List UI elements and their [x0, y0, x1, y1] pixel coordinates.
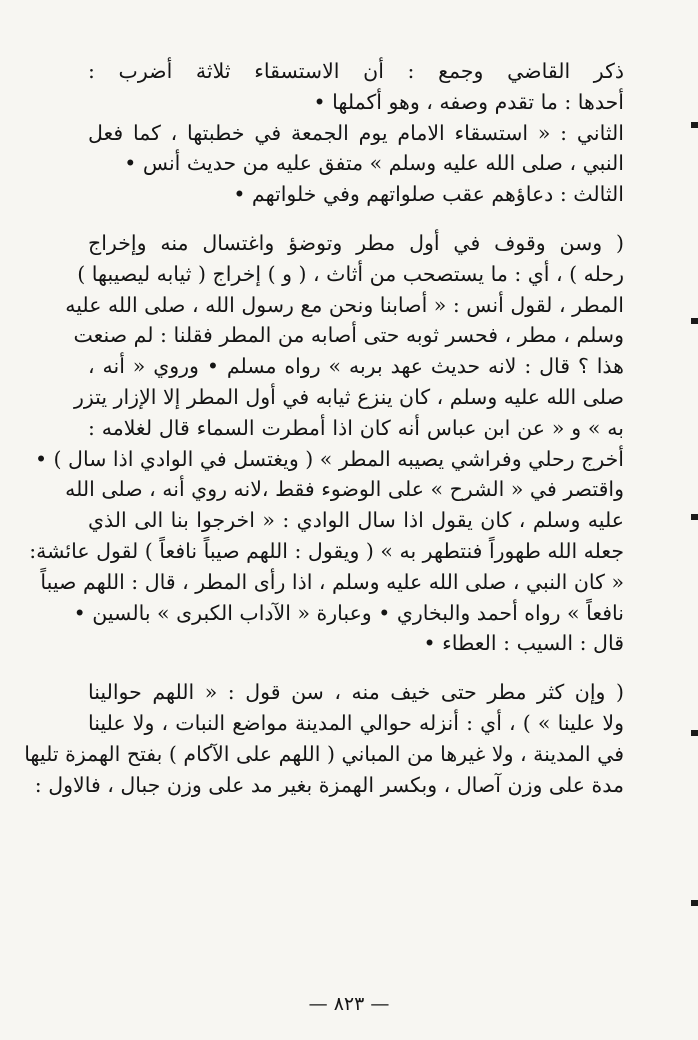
paragraph-2: [29, 228, 624, 659]
text-line: المطر ، لقول أنس : « أصابنا ونحن مع رسول الله ، صلى الله عليه: [65, 292, 624, 317]
paragraph-3: [24, 677, 624, 800]
text-line: ( وسن وقوف في أول مطر وتوضؤ واغتسال منه وإخراج: [88, 230, 624, 255]
text-line: أحدها : ما تقدم وصفه ، وهو أكملها •: [313, 89, 624, 114]
scan-edge-mark: [691, 514, 698, 520]
text-line: ( وإن كثر مطر حتى خيف منه ، سن قول : « اللهم حوالينا: [88, 680, 624, 705]
text-line: الثاني : « استسقاء الامام يوم الجمعة في خطبتها ، كما فعل: [88, 120, 624, 145]
scan-edge-mark: [691, 122, 698, 128]
text-line: في المدينة ، ولا غيرها من المباني ( اللهم على الآكام ) بفتح الهمزة تليها: [24, 741, 624, 766]
text-line: قال : السيب : العطاء •: [423, 631, 624, 656]
paragraph-1: [88, 56, 624, 210]
text-line: هذا ؟ قال : لانه حديث عهد بربه » رواه مسلم • وروي « أنه ،: [88, 354, 624, 379]
scan-edge-mark: [691, 318, 698, 324]
paragraph-gap: [88, 659, 624, 677]
text-line: مدة على وزن آصال ، وبكسر الهمزة بغير مد على وزن جبال ، فالاول :: [34, 772, 624, 797]
text-line: أخرج رحلي وفراشي يصيبه المطر » ( ويغتسل في الوادي اذا سال ) •: [34, 446, 624, 471]
text-line: عليه وسلم ، كان يقول اذا سال الوادي : « اخرجوا بنا الى الذي: [88, 508, 624, 533]
text-line: وسلم ، مطر ، فحسر ثوبه حتى أصابه من المطر فقلنا : لم صنعت: [73, 323, 624, 348]
text-line: نافعاً » رواه أحمد والبخاري • وعبارة « الآداب الكبرى » بالسين •: [73, 600, 624, 625]
text-line: رحله ) ، أي : ما يستصحب من أثاث ، ( و ) إخراج ( ثيابه ليصيبها ): [77, 261, 624, 286]
text-line: النبي ، صلى الله عليه وسلم » متفق عليه من حديث أنس •: [124, 151, 624, 176]
document-page: [24, 56, 624, 986]
scan-edge-mark: [691, 730, 698, 736]
text-line: به » و « عن ابن عباس أنه كان اذا أمطرت السماء قال لغلامه :: [88, 415, 624, 440]
scan-edge-mark: [691, 900, 698, 906]
text-line: ذكر القاضي وجمع : أن الاستسقاء ثلاثة أضرب :: [88, 59, 624, 83]
text-line: ولا علينا » ) ، أي : أنزله حوالي المدينة مواضع النبات ، ولا علينا: [88, 710, 624, 735]
text-line: الثالث : دعاؤهم عقب صلواتهم وفي خلواتهم •: [233, 182, 624, 207]
text-line: « كان النبي ، صلى الله عليه وسلم ، اذا رأى المطر ، قال : اللهم صيباً: [40, 569, 624, 594]
text-line: واقتصر في « الشرح » على الوضوء فقط ،لانه روي أنه ، صلى الله: [65, 477, 624, 502]
text-line: جعله الله طهوراً فنتطهر به » ( ويقول : اللهم صيباً نافعاً ) لقول عائشة:: [29, 538, 624, 563]
page-number: — ٨٢٣ —: [308, 993, 390, 1015]
paragraph-gap: [88, 210, 624, 228]
text-line: صلى الله عليه وسلم ، كان ينزع ثيابه في أول المطر إلا الإزار يتزر: [73, 384, 624, 409]
